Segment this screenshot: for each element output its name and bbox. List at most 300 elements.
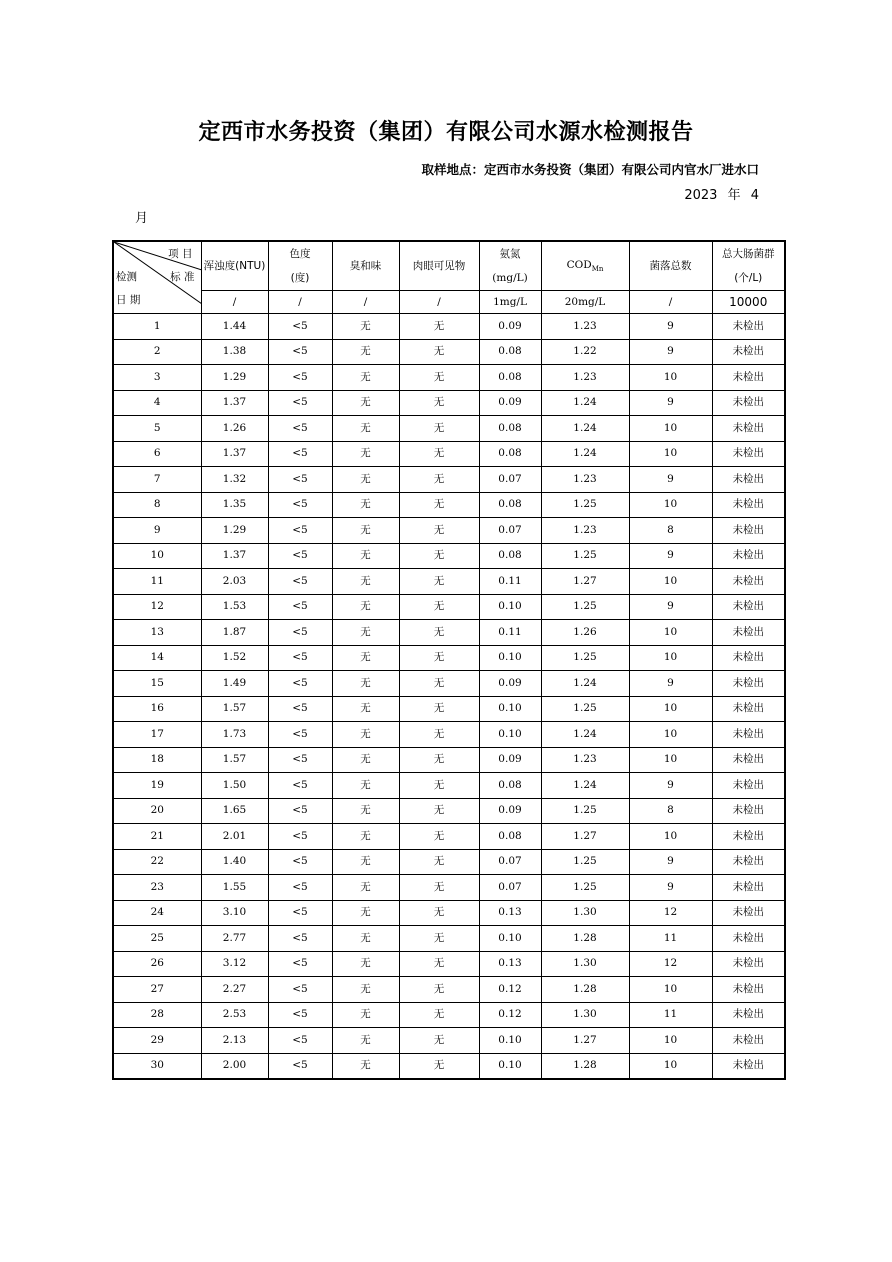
cell-visible-matter: 无 bbox=[399, 849, 479, 875]
cell-cod: 1.30 bbox=[541, 1002, 629, 1028]
cell-colony-count: 9 bbox=[629, 543, 712, 569]
cell-visible-matter: 无 bbox=[399, 390, 479, 416]
cell-cod: 1.25 bbox=[541, 543, 629, 569]
cell-visible-matter: 无 bbox=[399, 314, 479, 340]
cell-coliform: 未检出 bbox=[712, 798, 785, 824]
cell-cod: 1.27 bbox=[541, 1028, 629, 1054]
table-row bbox=[113, 773, 785, 799]
cell-cod: 1.26 bbox=[541, 620, 629, 646]
cell-ammonia: 0.11 bbox=[479, 620, 541, 646]
month-unit: 月 bbox=[135, 211, 149, 226]
cell-cod: 1.28 bbox=[541, 926, 629, 952]
table-row bbox=[113, 696, 785, 722]
cell-day: 25 bbox=[113, 926, 201, 952]
cell-cod: 1.27 bbox=[541, 569, 629, 595]
cell-colony-count: 8 bbox=[629, 798, 712, 824]
cell-colony-count: 10 bbox=[629, 747, 712, 773]
col-header-turbidity: 浑浊度(NTU) bbox=[201, 241, 268, 291]
cell-colony-count: 10 bbox=[629, 416, 712, 442]
cell-coliform: 未检出 bbox=[712, 875, 785, 901]
cell-ammonia: 0.07 bbox=[479, 518, 541, 544]
std-odor: / bbox=[332, 291, 399, 314]
cell-color: <5 bbox=[268, 441, 332, 467]
cell-visible-matter: 无 bbox=[399, 467, 479, 493]
cell-odor: 无 bbox=[332, 875, 399, 901]
cell-day: 21 bbox=[113, 824, 201, 850]
cell-cod: 1.23 bbox=[541, 518, 629, 544]
cell-turbidity: 1.38 bbox=[201, 339, 268, 365]
cell-coliform: 未检出 bbox=[712, 518, 785, 544]
cell-turbidity: 1.44 bbox=[201, 314, 268, 340]
cell-day: 15 bbox=[113, 671, 201, 697]
cell-colony-count: 12 bbox=[629, 900, 712, 926]
cell-day: 14 bbox=[113, 645, 201, 671]
cell-ammonia: 0.10 bbox=[479, 926, 541, 952]
cell-day: 12 bbox=[113, 594, 201, 620]
cell-visible-matter: 无 bbox=[399, 543, 479, 569]
cell-odor: 无 bbox=[332, 518, 399, 544]
cell-colony-count: 10 bbox=[629, 620, 712, 646]
table-row bbox=[113, 722, 785, 748]
cell-visible-matter: 无 bbox=[399, 951, 479, 977]
cell-turbidity: 2.01 bbox=[201, 824, 268, 850]
cell-coliform: 未检出 bbox=[712, 620, 785, 646]
cell-visible-matter: 无 bbox=[399, 645, 479, 671]
cell-coliform: 未检出 bbox=[712, 696, 785, 722]
cell-day: 17 bbox=[113, 722, 201, 748]
std-ammonia: 1mg/L bbox=[479, 291, 541, 314]
cell-ammonia: 0.07 bbox=[479, 467, 541, 493]
standard-row bbox=[113, 291, 785, 314]
cell-colony-count: 8 bbox=[629, 518, 712, 544]
cell-ammonia: 0.10 bbox=[479, 594, 541, 620]
cell-turbidity: 1.40 bbox=[201, 849, 268, 875]
cell-colony-count: 10 bbox=[629, 645, 712, 671]
table-row bbox=[113, 518, 785, 544]
table-row bbox=[113, 314, 785, 340]
cell-color: <5 bbox=[268, 569, 332, 595]
table-row bbox=[113, 543, 785, 569]
cell-day: 28 bbox=[113, 1002, 201, 1028]
cell-odor: 无 bbox=[332, 467, 399, 493]
cell-color: <5 bbox=[268, 416, 332, 442]
cell-ammonia: 0.08 bbox=[479, 773, 541, 799]
cell-colony-count: 9 bbox=[629, 594, 712, 620]
cell-turbidity: 1.53 bbox=[201, 594, 268, 620]
cell-visible-matter: 无 bbox=[399, 671, 479, 697]
cell-coliform: 未检出 bbox=[712, 671, 785, 697]
cell-colony-count: 9 bbox=[629, 849, 712, 875]
cell-odor: 无 bbox=[332, 798, 399, 824]
cell-day: 16 bbox=[113, 696, 201, 722]
cell-day: 10 bbox=[113, 543, 201, 569]
cell-odor: 无 bbox=[332, 441, 399, 467]
col-header-cod: $COD_{Mn}$ bbox=[541, 241, 629, 291]
cell-coliform: 未检出 bbox=[712, 543, 785, 569]
cell-turbidity: 2.77 bbox=[201, 926, 268, 952]
cell-turbidity: 1.49 bbox=[201, 671, 268, 697]
cell-color: <5 bbox=[268, 645, 332, 671]
cell-cod: 1.28 bbox=[541, 1053, 629, 1079]
cell-ammonia: 0.08 bbox=[479, 365, 541, 391]
cell-turbidity: 3.12 bbox=[201, 951, 268, 977]
cell-colony-count: 9 bbox=[629, 671, 712, 697]
table-row bbox=[113, 900, 785, 926]
cell-odor: 无 bbox=[332, 314, 399, 340]
cell-odor: 无 bbox=[332, 1028, 399, 1054]
cell-day: 30 bbox=[113, 1053, 201, 1079]
table-row bbox=[113, 951, 785, 977]
cell-visible-matter: 无 bbox=[399, 339, 479, 365]
cell-cod: 1.25 bbox=[541, 696, 629, 722]
col-header-visible-matter: 肉眼可见物 bbox=[399, 241, 479, 291]
cell-color: <5 bbox=[268, 314, 332, 340]
cell-day: 5 bbox=[113, 416, 201, 442]
year-value: 2023 bbox=[684, 188, 718, 203]
cell-coliform: 未检出 bbox=[712, 1002, 785, 1028]
cell-ammonia: 0.10 bbox=[479, 1028, 541, 1054]
cell-odor: 无 bbox=[332, 722, 399, 748]
cell-day: 6 bbox=[113, 441, 201, 467]
cell-day: 8 bbox=[113, 492, 201, 518]
cell-color: <5 bbox=[268, 900, 332, 926]
cell-odor: 无 bbox=[332, 1053, 399, 1079]
cell-coliform: 未检出 bbox=[712, 416, 785, 442]
cell-colony-count: 9 bbox=[629, 339, 712, 365]
cell-day: 20 bbox=[113, 798, 201, 824]
cell-visible-matter: 无 bbox=[399, 900, 479, 926]
cell-ammonia: 0.08 bbox=[479, 492, 541, 518]
cell-turbidity: 1.55 bbox=[201, 875, 268, 901]
cell-colony-count: 9 bbox=[629, 314, 712, 340]
cell-coliform: 未检出 bbox=[712, 849, 785, 875]
cell-colony-count: 12 bbox=[629, 951, 712, 977]
cell-colony-count: 10 bbox=[629, 365, 712, 391]
header-row bbox=[113, 241, 785, 291]
cell-odor: 无 bbox=[332, 671, 399, 697]
cell-coliform: 未检出 bbox=[712, 365, 785, 391]
table-row bbox=[113, 416, 785, 442]
cell-turbidity: 2.13 bbox=[201, 1028, 268, 1054]
table-row bbox=[113, 824, 785, 850]
year-unit: 年 bbox=[727, 188, 741, 203]
cell-ammonia: 0.13 bbox=[479, 900, 541, 926]
table-row bbox=[113, 645, 785, 671]
cell-ammonia: 0.08 bbox=[479, 416, 541, 442]
cell-color: <5 bbox=[268, 696, 332, 722]
cell-ammonia: 0.08 bbox=[479, 339, 541, 365]
cell-ammonia: 0.11 bbox=[479, 569, 541, 595]
cell-turbidity: 2.00 bbox=[201, 1053, 268, 1079]
table-row bbox=[113, 849, 785, 875]
cell-turbidity: 1.50 bbox=[201, 773, 268, 799]
cell-day: 2 bbox=[113, 339, 201, 365]
cell-cod: 1.27 bbox=[541, 824, 629, 850]
cell-turbidity: 3.10 bbox=[201, 900, 268, 926]
cell-coliform: 未检出 bbox=[712, 645, 785, 671]
cell-odor: 无 bbox=[332, 773, 399, 799]
cell-visible-matter: 无 bbox=[399, 416, 479, 442]
cell-cod: 1.24 bbox=[541, 390, 629, 416]
cell-visible-matter: 无 bbox=[399, 747, 479, 773]
cell-cod: 1.24 bbox=[541, 671, 629, 697]
cell-ammonia: 0.09 bbox=[479, 798, 541, 824]
cell-coliform: 未检出 bbox=[712, 492, 785, 518]
cell-color: <5 bbox=[268, 492, 332, 518]
std-colony-count: / bbox=[629, 291, 712, 314]
cell-coliform: 未检出 bbox=[712, 900, 785, 926]
cell-day: 9 bbox=[113, 518, 201, 544]
std-turbidity: / bbox=[201, 291, 268, 314]
cell-coliform: 未检出 bbox=[712, 951, 785, 977]
cell-odor: 无 bbox=[332, 747, 399, 773]
cell-visible-matter: 无 bbox=[399, 594, 479, 620]
cell-day: 4 bbox=[113, 390, 201, 416]
cell-turbidity: 2.03 bbox=[201, 569, 268, 595]
std-cod: 20mg/L bbox=[541, 291, 629, 314]
cell-color: <5 bbox=[268, 671, 332, 697]
cell-ammonia: 0.09 bbox=[479, 314, 541, 340]
col-header-colony-count: 菌落总数 bbox=[629, 241, 712, 291]
table-row bbox=[113, 671, 785, 697]
cell-cod: 1.25 bbox=[541, 875, 629, 901]
cell-color: <5 bbox=[268, 620, 332, 646]
cell-odor: 无 bbox=[332, 951, 399, 977]
cell-visible-matter: 无 bbox=[399, 722, 479, 748]
cell-turbidity: 1.65 bbox=[201, 798, 268, 824]
cell-coliform: 未检出 bbox=[712, 773, 785, 799]
cell-turbidity: 1.37 bbox=[201, 441, 268, 467]
table-row bbox=[113, 926, 785, 952]
cell-color: <5 bbox=[268, 1028, 332, 1054]
cell-colony-count: 11 bbox=[629, 926, 712, 952]
cell-cod: 1.30 bbox=[541, 951, 629, 977]
cell-visible-matter: 无 bbox=[399, 1028, 479, 1054]
cell-coliform: 未检出 bbox=[712, 441, 785, 467]
cell-day: 1 bbox=[113, 314, 201, 340]
cell-colony-count: 9 bbox=[629, 467, 712, 493]
cell-visible-matter: 无 bbox=[399, 798, 479, 824]
cell-cod: 1.24 bbox=[541, 416, 629, 442]
cell-odor: 无 bbox=[332, 977, 399, 1003]
report-title: 定西市水务投资（集团）有限公司水源水检测报告 bbox=[198, 120, 694, 145]
cell-visible-matter: 无 bbox=[399, 441, 479, 467]
corner-detect-label: 检测 bbox=[116, 271, 137, 283]
cell-colony-count: 10 bbox=[629, 492, 712, 518]
cell-visible-matter: 无 bbox=[399, 518, 479, 544]
cell-coliform: 未检出 bbox=[712, 569, 785, 595]
cell-turbidity: 1.32 bbox=[201, 467, 268, 493]
cell-ammonia: 0.10 bbox=[479, 722, 541, 748]
col-header-odor: 臭和味 bbox=[332, 241, 399, 291]
cell-odor: 无 bbox=[332, 492, 399, 518]
col-header-coliform: 总大肠菌群 (个/L) bbox=[712, 241, 785, 291]
cell-cod: 1.30 bbox=[541, 900, 629, 926]
month-value: 4 bbox=[750, 188, 759, 203]
cell-cod: 1.23 bbox=[541, 365, 629, 391]
corner-date-label: 日 期 bbox=[116, 294, 141, 306]
cell-coliform: 未检出 bbox=[712, 467, 785, 493]
cell-coliform: 未检出 bbox=[712, 977, 785, 1003]
cell-color: <5 bbox=[268, 518, 332, 544]
cell-cod: 1.24 bbox=[541, 722, 629, 748]
cell-color: <5 bbox=[268, 824, 332, 850]
table-row bbox=[113, 594, 785, 620]
std-visible-matter: / bbox=[399, 291, 479, 314]
table-row bbox=[113, 620, 785, 646]
cell-coliform: 未检出 bbox=[712, 926, 785, 952]
cell-colony-count: 11 bbox=[629, 1002, 712, 1028]
cell-cod: 1.24 bbox=[541, 773, 629, 799]
cell-ammonia: 0.09 bbox=[479, 390, 541, 416]
cell-odor: 无 bbox=[332, 696, 399, 722]
cell-day: 3 bbox=[113, 365, 201, 391]
cell-cod: 1.25 bbox=[541, 492, 629, 518]
cell-turbidity: 2.27 bbox=[201, 977, 268, 1003]
cell-coliform: 未检出 bbox=[712, 824, 785, 850]
cell-day: 19 bbox=[113, 773, 201, 799]
cell-ammonia: 0.12 bbox=[479, 1002, 541, 1028]
cell-day: 27 bbox=[113, 977, 201, 1003]
cell-color: <5 bbox=[268, 390, 332, 416]
std-color: / bbox=[268, 291, 332, 314]
cell-turbidity: 1.57 bbox=[201, 696, 268, 722]
cell-color: <5 bbox=[268, 849, 332, 875]
cell-cod: 1.23 bbox=[541, 314, 629, 340]
cell-visible-matter: 无 bbox=[399, 824, 479, 850]
cell-cod: 1.25 bbox=[541, 645, 629, 671]
cell-visible-matter: 无 bbox=[399, 620, 479, 646]
cell-color: <5 bbox=[268, 773, 332, 799]
cell-odor: 无 bbox=[332, 594, 399, 620]
cell-color: <5 bbox=[268, 926, 332, 952]
cell-cod: 1.23 bbox=[541, 747, 629, 773]
cell-turbidity: 1.37 bbox=[201, 543, 268, 569]
cell-color: <5 bbox=[268, 365, 332, 391]
cell-ammonia: 0.08 bbox=[479, 543, 541, 569]
cell-color: <5 bbox=[268, 467, 332, 493]
cell-turbidity: 1.29 bbox=[201, 365, 268, 391]
cell-turbidity: 1.26 bbox=[201, 416, 268, 442]
cell-cod: 1.28 bbox=[541, 977, 629, 1003]
cell-odor: 无 bbox=[332, 645, 399, 671]
cell-coliform: 未检出 bbox=[712, 1028, 785, 1054]
cell-visible-matter: 无 bbox=[399, 977, 479, 1003]
header-corner-cell bbox=[113, 241, 201, 314]
cell-cod: 1.25 bbox=[541, 798, 629, 824]
cell-coliform: 未检出 bbox=[712, 722, 785, 748]
cell-ammonia: 0.10 bbox=[479, 696, 541, 722]
cell-color: <5 bbox=[268, 594, 332, 620]
cell-color: <5 bbox=[268, 722, 332, 748]
cell-turbidity: 2.53 bbox=[201, 1002, 268, 1028]
table-row bbox=[113, 875, 785, 901]
cell-odor: 无 bbox=[332, 365, 399, 391]
cell-odor: 无 bbox=[332, 390, 399, 416]
cell-day: 26 bbox=[113, 951, 201, 977]
cell-odor: 无 bbox=[332, 926, 399, 952]
cell-coliform: 未检出 bbox=[712, 390, 785, 416]
cell-odor: 无 bbox=[332, 416, 399, 442]
cell-colony-count: 9 bbox=[629, 390, 712, 416]
cell-color: <5 bbox=[268, 875, 332, 901]
cell-turbidity: 1.52 bbox=[201, 645, 268, 671]
cell-day: 23 bbox=[113, 875, 201, 901]
sampling-location: 取样地点：定西市水务投资（集团）有限公司内官水厂进水口 bbox=[421, 162, 759, 177]
col-header-ammonia: 氨氮 (mg/L) bbox=[479, 241, 541, 291]
report-year bbox=[684, 184, 759, 203]
cell-color: <5 bbox=[268, 1002, 332, 1028]
cell-visible-matter: 无 bbox=[399, 1053, 479, 1079]
cell-cod: 1.22 bbox=[541, 339, 629, 365]
table-row bbox=[113, 1053, 785, 1079]
cell-visible-matter: 无 bbox=[399, 773, 479, 799]
table-row bbox=[113, 1028, 785, 1054]
cell-turbidity: 1.37 bbox=[201, 390, 268, 416]
cell-turbidity: 1.87 bbox=[201, 620, 268, 646]
cell-odor: 无 bbox=[332, 569, 399, 595]
cell-color: <5 bbox=[268, 543, 332, 569]
cell-visible-matter: 无 bbox=[399, 492, 479, 518]
std-coliform: 10000 bbox=[712, 291, 785, 314]
cell-ammonia: 0.09 bbox=[479, 747, 541, 773]
cell-colony-count: 10 bbox=[629, 569, 712, 595]
cell-odor: 无 bbox=[332, 339, 399, 365]
cell-colony-count: 10 bbox=[629, 722, 712, 748]
cell-color: <5 bbox=[268, 339, 332, 365]
cell-color: <5 bbox=[268, 798, 332, 824]
cell-color: <5 bbox=[268, 951, 332, 977]
cell-cod: 1.23 bbox=[541, 467, 629, 493]
cell-visible-matter: 无 bbox=[399, 696, 479, 722]
cell-ammonia: 0.08 bbox=[479, 441, 541, 467]
cell-colony-count: 10 bbox=[629, 696, 712, 722]
cell-ammonia: 0.07 bbox=[479, 849, 541, 875]
table-row bbox=[113, 492, 785, 518]
cell-color: <5 bbox=[268, 977, 332, 1003]
cell-cod: 1.25 bbox=[541, 849, 629, 875]
table-row bbox=[113, 339, 785, 365]
table-row bbox=[113, 569, 785, 595]
cell-ammonia: 0.10 bbox=[479, 1053, 541, 1079]
cell-day: 22 bbox=[113, 849, 201, 875]
cell-color: <5 bbox=[268, 747, 332, 773]
cell-turbidity: 1.57 bbox=[201, 747, 268, 773]
table-row bbox=[113, 467, 785, 493]
cell-visible-matter: 无 bbox=[399, 875, 479, 901]
cell-colony-count: 10 bbox=[629, 441, 712, 467]
cell-ammonia: 0.07 bbox=[479, 875, 541, 901]
cell-ammonia: 0.12 bbox=[479, 977, 541, 1003]
cell-odor: 无 bbox=[332, 1002, 399, 1028]
cell-ammonia: 0.08 bbox=[479, 824, 541, 850]
cell-visible-matter: 无 bbox=[399, 569, 479, 595]
cell-day: 13 bbox=[113, 620, 201, 646]
col-header-color: 色度 (度) bbox=[268, 241, 332, 291]
cell-day: 18 bbox=[113, 747, 201, 773]
cell-coliform: 未检出 bbox=[712, 314, 785, 340]
cell-day: 11 bbox=[113, 569, 201, 595]
cell-ammonia: 0.09 bbox=[479, 671, 541, 697]
corner-item-label: 项 目 bbox=[168, 248, 193, 260]
cell-ammonia: 0.13 bbox=[479, 951, 541, 977]
cell-color: <5 bbox=[268, 1053, 332, 1079]
table-row bbox=[113, 365, 785, 391]
cell-colony-count: 9 bbox=[629, 773, 712, 799]
corner-standard-label: 标 准 bbox=[170, 271, 195, 283]
cell-cod: 1.24 bbox=[541, 441, 629, 467]
cell-odor: 无 bbox=[332, 543, 399, 569]
